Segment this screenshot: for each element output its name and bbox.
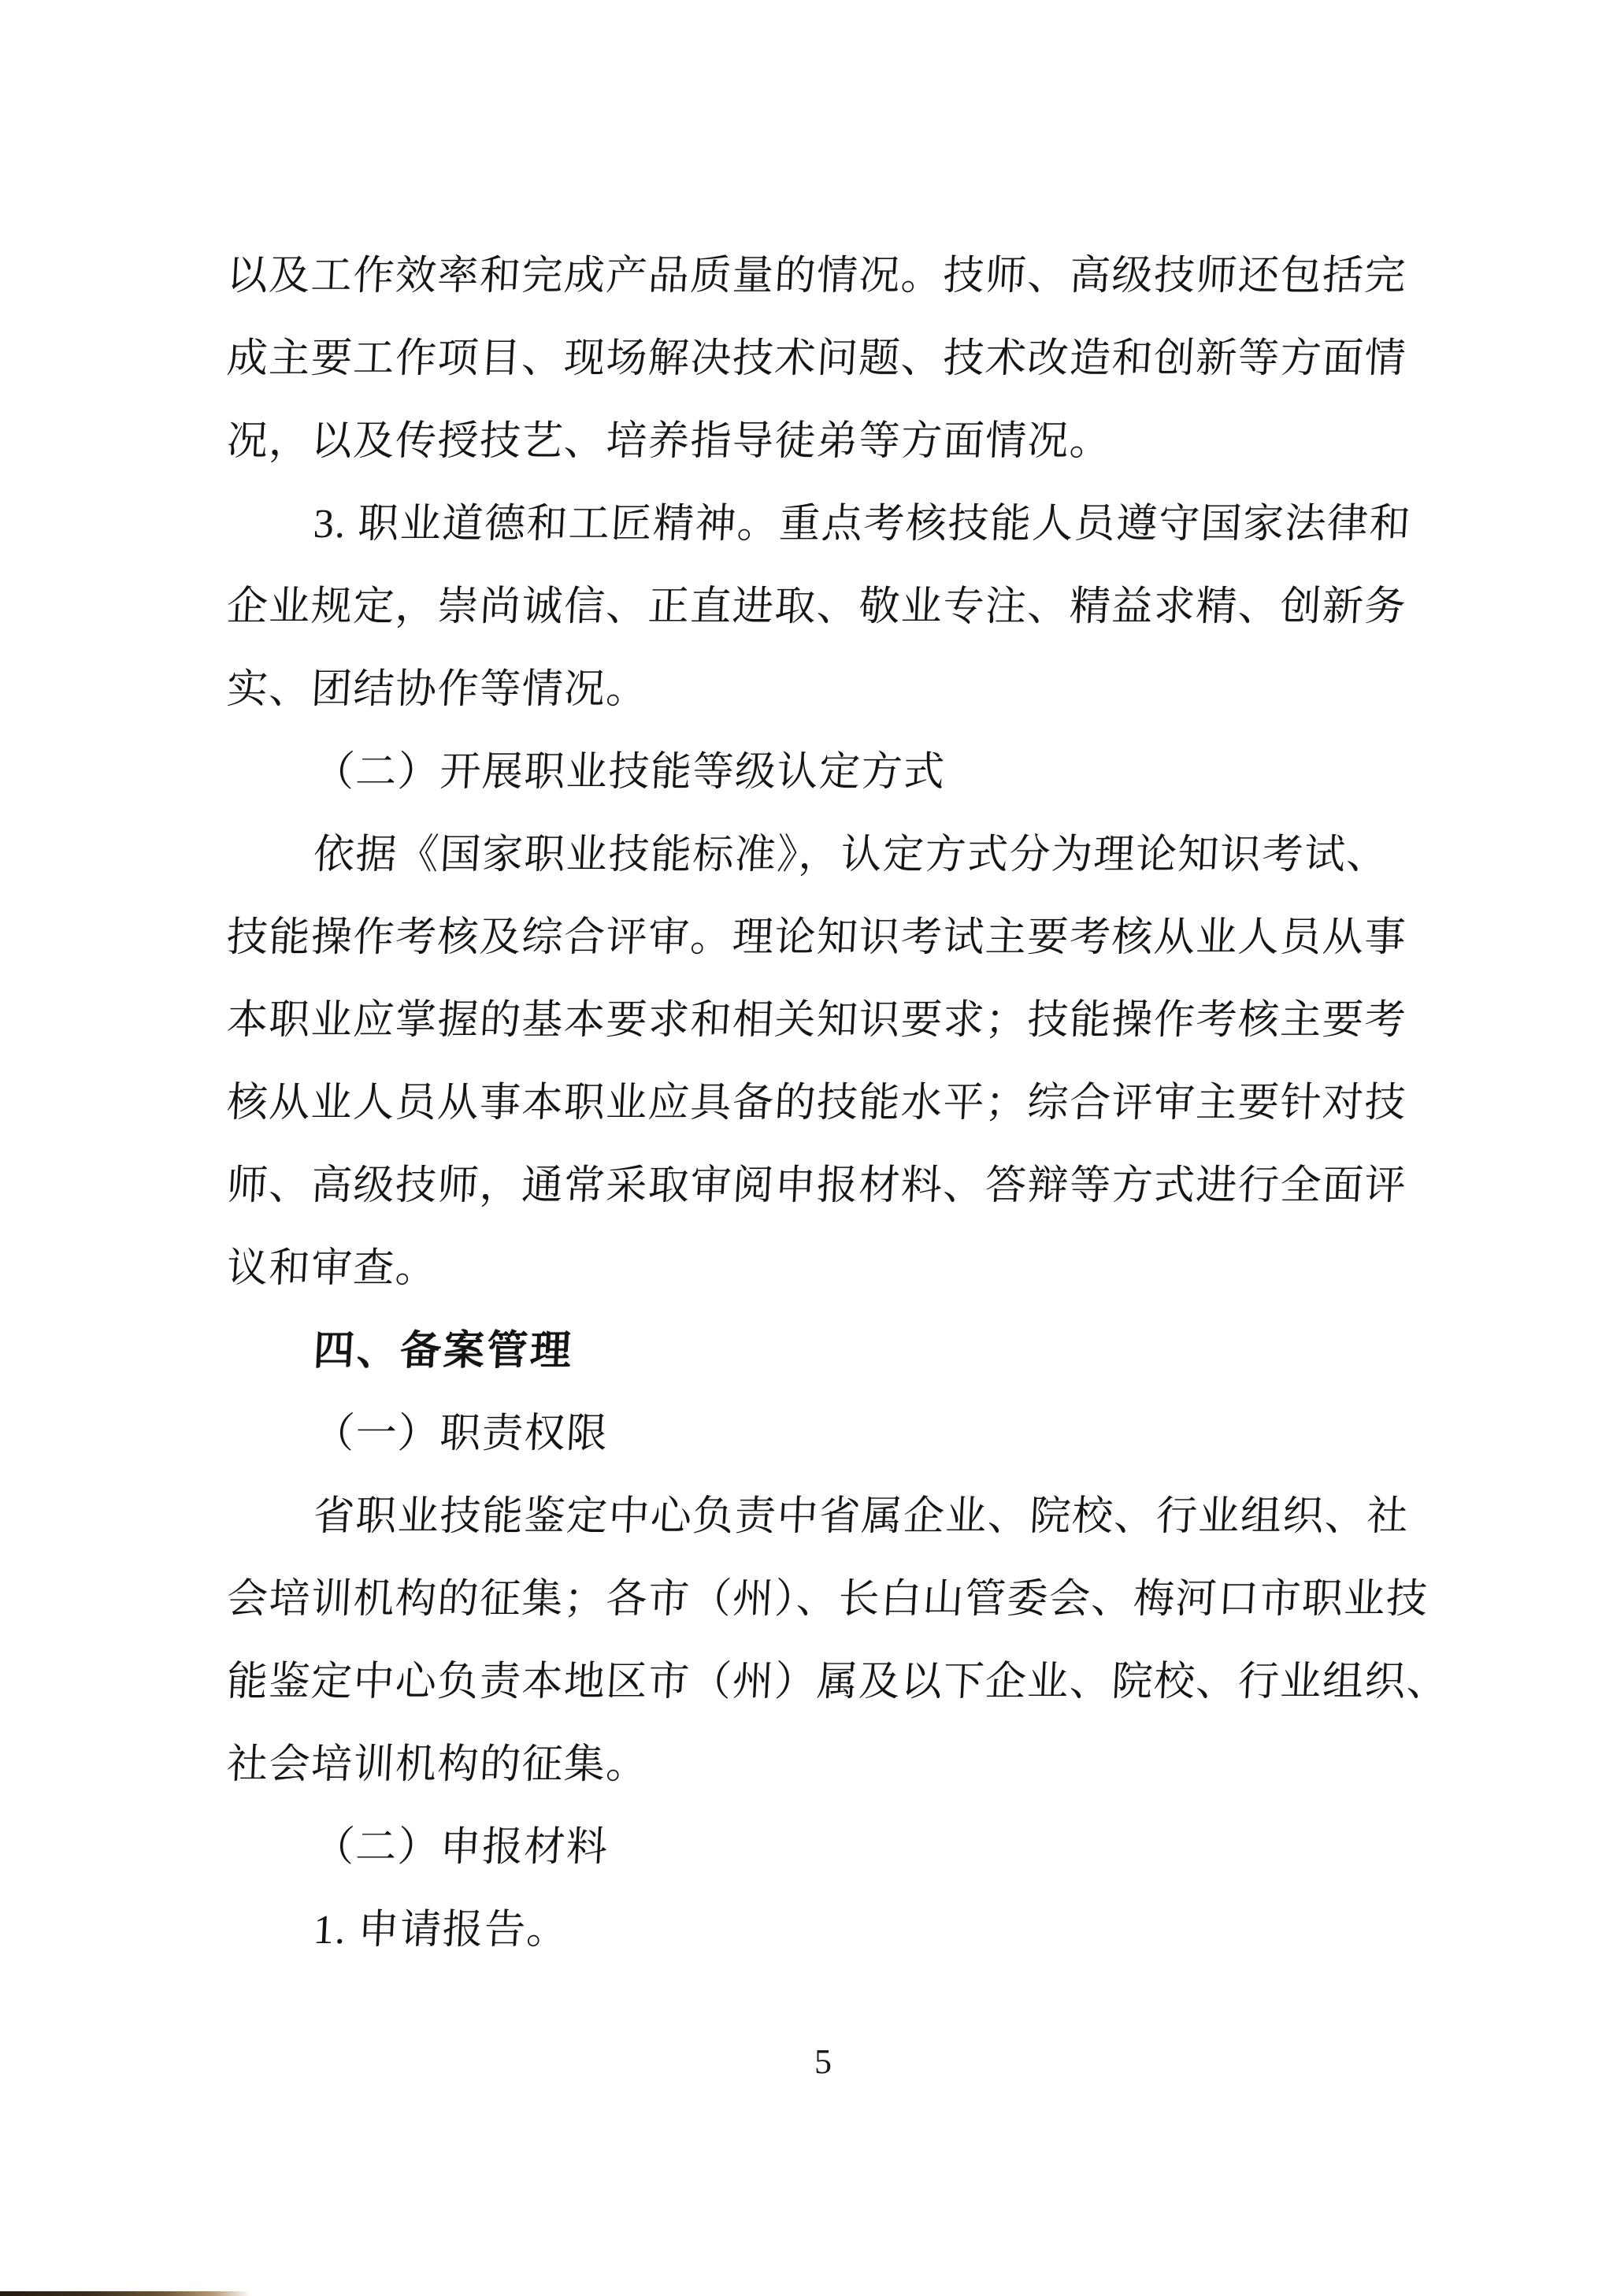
text-line: 核从业人员从事本职业应具备的技能水平；综合评审主要针对技 [225, 1081, 1408, 1126]
text-line: 议和审查。 [225, 1246, 439, 1291]
text-line-numbered-item-3: 3. 职业道德和工匠精神。重点考核技能人员遵守国家法律和 [312, 502, 1413, 547]
text-line: 师、高级技师，通常采取审阅申报材料、答辩等方式进行全面评 [225, 1163, 1408, 1208]
text-line: 实、团结协作等情况。 [225, 667, 650, 712]
text-line: 能鉴定中心负责本地区市（州）属及以下企业、院校、行业组织、 [225, 1660, 1451, 1704]
text-line: 成主要工作项目、现场解决技术问题、技术改造和创新等方面情 [225, 336, 1408, 381]
document-text-block [225, 235, 1451, 1971]
text-line: 技能操作考核及综合评审。理论知识考试主要考核从业人员从事 [225, 915, 1408, 960]
page-number: 5 [814, 2042, 832, 2081]
scan-artifact-bottom-edge [0, 2291, 250, 2296]
text-line: 企业规定，崇尚诚信、正直进取、敬业专注、精益求精、创新务 [225, 584, 1408, 629]
subsection-heading-application-materials: （二）申报材料 [312, 1825, 610, 1870]
text-line: 况，以及传授技艺、培养指导徒弟等方面情况。 [225, 419, 1114, 464]
text-line: 以及工作效率和完成产品质量的情况。技师、高级技师还包括完 [225, 254, 1408, 299]
text-line: 省职业技能鉴定中心负责中省属企业、院校、行业组织、社 [312, 1494, 1411, 1539]
text-line: 社会培训机构的征集。 [225, 1742, 650, 1787]
section-heading-filing-management: 四、备案管理 [312, 1328, 575, 1374]
subsection-heading-duties-authority: （一）职责权限 [312, 1411, 610, 1456]
text-line: 会培训机构的征集；各市（州）、长白山管委会、梅河口市职业技 [225, 1577, 1430, 1622]
text-line-numbered-item-1: 1. 申请报告。 [312, 1908, 570, 1953]
text-line: 依据《国家职业技能标准》，认定方式分为理论知识考试、 [312, 833, 1390, 877]
subsection-heading-certification-method: （二）开展职业技能等级认定方式 [312, 750, 947, 795]
text-line: 本职业应掌握的基本要求和相关知识要求；技能操作考核主要考 [225, 998, 1408, 1043]
